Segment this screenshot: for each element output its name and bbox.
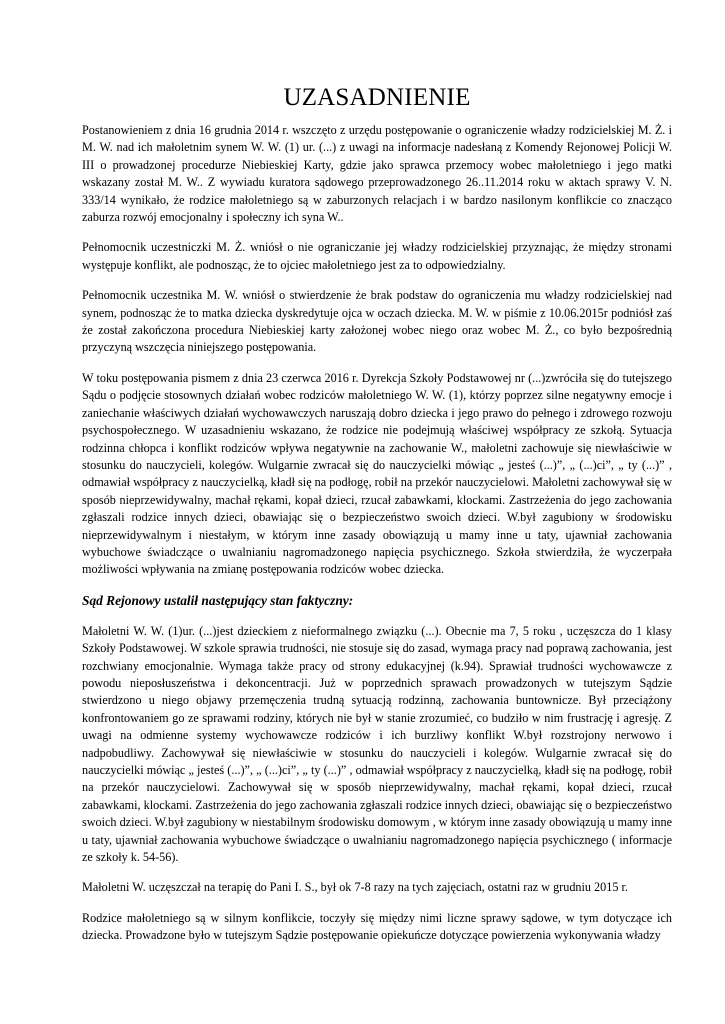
finding-paragraph-3: Rodzice małoletniego są w silnym konflikcie, toczyły się między nimi liczne sprawy sądowe, w tym dotyczące ich dziecka. Prowadzone było w tutejszym Sądzie postępowanie opiekuńcze dotyczące powierzenia wykonywania władzy bbox=[82, 910, 672, 943]
finding-paragraph-2: Małoletni W. uczęszczał na terapię do Pani I. S., był ok 7-8 razy na tych zajęciach, ostatni raz w grudniu 2015 r. bbox=[82, 880, 628, 895]
paragraph-2: Pełnomocnik uczestniczki M. Ż. wniósł o nie ograniczanie jej władzy rodzicielskiej przyznając, że między stronami występuje konflikt, ale podnosząc, że to ojciec małoletniego jest za to odpowiedzialny. bbox=[82, 240, 672, 272]
paragraph-1: Postanowieniem z dnia 16 grudnia 2014 r. wszczęto z urzędu postępowanie o ograniczenie władzy rodzicielskiej M. Ż. i M. W. nad ich małoletnim synem W. W. (1) ur. (...) z uwagi na informacje nadesłaną z Komendy Rejonowej Policji W. III o prowadzonej procedurze Niebieskiej Karty, gdzie jako sprawca przemocy wobec małoletniego i jego matki wskazany został M. W.. Z wywiadu kuratora sądowego przeprowadzonego 26..11.2014 roku w aktach sprawy V. N. 333/14 wynikało, że rodzice małoletniego są w zaburzonych relacjach i w bardzo nasilonym konflikcie co znacząco zaburza rozwój emocjonalny i społeczny ich syna W.. bbox=[82, 123, 672, 225]
section-heading: Sąd Rejonowy ustalił następujący stan faktyczny: bbox=[82, 592, 354, 608]
document-title: UZASADNIENIE bbox=[283, 84, 471, 111]
paragraph-4: W toku postępowania pismem z dnia 23 czerwca 2016 r. Dyrekcja Szkoły Podstawowej nr (...)zwróciła się do tutejszego Sądu o podjęcie stosownych działań wobec rodziców małoletniego W. W. (1), którzy poprzez silne negatywny emocje i zaniechanie właściwych działań wychowawczych naruszają dobro dziecka i jego prawo do pełnego i zdrowego rozwoju psychospołecznego. W uzasadnieniu wskazano, że rodzice nie podejmują właściwej współpracy ze szkołą. Sytuacja rodzinna chłopca i konflikt rodziców wpływa negatywnie na zachowanie W., małoletni zachowuje się niewłaściwie w stosunku do nauczycieli, kolegów. Wulgarnie zwracał się do nauczycielki mówiąc „ jesteś (...)”, „ (...)ci”, „ ty (...)” , odmawiał współpracy z nauczycielką, kładł się na podłogę, robił na przekór nauczycielowi. Małoletni zachowywał się w sposób nieprzewidywalny, machał rękami, kopał dzieci, rzucał zabawkami, klockami. Zastrzeżenia do jego zachowania zgłaszali rodzice innych dzieci, obawiając się o bezpieczeństwo swoich dzieci. W.był zagubiony w środowisku nieprzewidywalnym i niestałym, w którym inne zasady obowiązują u mamy inne u taty, ujawniał zachowania wybuchowe świadczące o uwalnianiu nagromadzonego napięcia psychicznego. Szkoła stwierdziła, że wyczerpała możliwości wpływania na zmianę postępowania rodziców wobec dziecka. bbox=[82, 370, 672, 577]
document-body bbox=[82, 83, 672, 958]
paragraph-3: Pełnomocnik uczestnika M. W. wniósł o stwierdzenie że brak podstaw do ograniczenia mu władzy rodzicielskiej nad synem, podnosząc że to matka dziecka dyskredytuje ojca w oczach dziecka. M. W. w piśmie z 10.06.2015r podniósł zaś że został zakończona procedura Niebieskiej karty założonej wobec niego oraz wobec M. Ż., co było bezpośrednią przyczyną wszczęcia niniejszego postępowania. bbox=[82, 288, 672, 355]
finding-paragraph-1: Małoletni W. W. (1)ur. (...)jest dzieckiem z nieformalnego związku (...). Obecnie ma 7, 5 roku , uczęszcza do 1 klasy Szkoły Podstawowej. W szkole sprawia trudności, nie stosuje się do zasad, wymaga pracy nad poprawą zachowania, jest rozchwiany emocjonalnie. Wymaga także pracy od strony edukacyjnej (k.94). Sprawiał trudności wychowawcze z powodu nieposłuszeństwa i dekoncentracji. Już w poprzednich sprawach prowadzonych w tutejszym Sądzie stwierdzono u niego objawy przemęczenia trudną sytuacją rodzinną, zachowania buntownicze. Był przeciążony konfrontowaniem go ze sprawami rodziny, których nie był w stanie zrozumieć, co budziło w nim frustrację i agresję. Z uwagi na odmienne systemy wychowawcze rodziców i ich burzliwy konflikt W.był rozstrojony nerwowo i nadpobudliwy. Zachowywał się niewłaściwie w stosunku do nauczycieli i kolegów. Wulgarnie zwracał się do nauczycielki mówiąc „ jesteś (...)”, „ (...)ci”, „ ty (...)” , odmawiał współpracy z nauczycielką, kładł się na podłogę, robił na przekór nauczycielowi. Zachowywał się w sposób nieprzewidywalny, machał rękami, kopał dzieci, rzucał zabawkami, klockami. Zastrzeżenia do jego zachowania zgłaszali rodzice innych dzieci, obawiając się o bezpieczeństwo swoich dzieci. W.był zagubiony w niestabilnym środowisku domowym , w którym inne zasady obowiązują u mamy inne u taty, ujawniał zachowania wybuchowe świadczące o uwalnianiu nagromadzonego napięcia psychicznego ( informacje ze szkoły k. 54-56). bbox=[82, 623, 672, 865]
